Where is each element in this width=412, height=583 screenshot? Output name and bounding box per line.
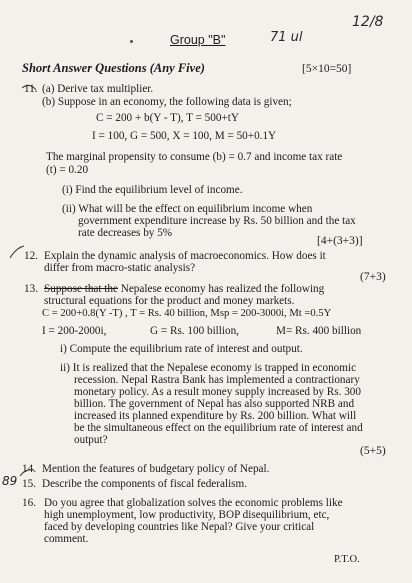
- q11-part-b: (b) Suppose in an economy, the following data is given;: [42, 96, 292, 108]
- q16-line-1: Do you agree that globalization solves the economic problems like: [44, 497, 343, 509]
- q13-subq-i: i) Compute the equilibrium rate of interest and output.: [60, 343, 303, 355]
- pen-mark-q12: [10, 246, 24, 258]
- q16-line-2: high unemployment, low productivity, BOP disequilibrium, etc,: [44, 509, 330, 521]
- q14-number: 14.: [22, 463, 36, 475]
- q13-line-2: structural equations for the product and money markets.: [44, 295, 295, 307]
- q13-equation-1: C = 200+0.8(Y -T) , T = Rs. 40 billion, Msp = 200-3000i, Mt =0.5Y: [42, 308, 332, 319]
- q11-mpc-line-2: (t) = 0.20: [46, 164, 89, 176]
- q11-equation-2: I = 100, G = 500, X = 100, M = 50+0.1Y: [92, 130, 277, 142]
- q12-marks: (7+3): [360, 271, 386, 283]
- q11-marks: [4+(3+3)]: [317, 235, 363, 247]
- q13-subq-ii-line-6: be the simultaneous effect on the equilibrium rate of interest and: [74, 422, 363, 434]
- q13-line-1-rest: Nepalese economy has realized the following: [117, 283, 325, 295]
- q13-equation-2c: M= Rs. 400 billion: [276, 325, 362, 337]
- q13-struck-text: Suppose that the: [44, 283, 118, 295]
- handwritten-page-number: 12/8: [352, 14, 384, 30]
- q11-equation-1: C = 200 + b(Y - T), T = 500+tY: [96, 112, 239, 124]
- q16-line-3: faced by developing countries like Nepal? Give your critical: [44, 521, 315, 533]
- q14-text: Mention the features of budgetary policy of Nepal.: [42, 463, 270, 475]
- q13-subq-ii-line-5: increased its planned expenditure by Rs. 200 billion. What will: [74, 410, 357, 422]
- q16-line-4: comment.: [44, 533, 89, 545]
- q11-subq-ii-line-3: rate decreases by 5%: [78, 227, 173, 239]
- q11-subq-ii-line-1: (ii) What will be the effect on equilibrium income when: [62, 203, 313, 215]
- q15-number: 15.: [22, 478, 36, 490]
- section-marks: [5×10=50]: [302, 63, 352, 75]
- q13-number: 13.: [24, 283, 38, 295]
- q11-number: 11.: [24, 83, 38, 95]
- handwritten-scribble: 71 ul: [270, 30, 303, 45]
- q13-subq-ii-line-7: output?: [74, 434, 108, 446]
- handwritten-side-note: 89: [2, 474, 18, 488]
- page-turn-note: P.T.O.: [334, 554, 360, 565]
- q13-equation-2a: I = 200-2000i,: [42, 325, 107, 337]
- q12-line-2: differ from macro-static analysis?: [44, 262, 196, 274]
- group-title: Group "B": [170, 33, 226, 47]
- pen-mark-q15: [20, 470, 34, 476]
- q11-subq-ii-line-2: government expenditure increase by Rs. 50 billion and the tax: [78, 215, 356, 227]
- q15-text: Describe the components of fiscal federalism.: [42, 478, 248, 490]
- q13-subq-ii-line-1: ii) It is realized that the Nepalese economy is trapped in economic: [60, 362, 357, 374]
- q13-marks: (5+5): [360, 445, 386, 457]
- q11-part-a: (a) Derive tax multiplier.: [42, 83, 154, 95]
- q13-equation-2b: G = Rs. 100 billion,: [150, 325, 239, 337]
- q12-line-1: Explain the dynamic analysis of macroeconomics. How does it: [44, 250, 326, 262]
- q13-subq-ii-line-2: recession. Nepal Rastra Bank has implemented a contractionary: [74, 374, 360, 386]
- q11-mpc-line-1: The marginal propensity to consume (b) = 0.7 and income tax rate: [46, 151, 343, 163]
- q12-number: 12.: [24, 250, 38, 262]
- pen-mark-q11: [22, 85, 36, 90]
- q16-number: 16.: [22, 497, 36, 509]
- q11-subq-i: (i) Find the equilibrium level of income.: [62, 184, 243, 196]
- q13-subq-ii-line-3: monetary policy. As a result money supply increased by Rs. 300: [74, 386, 361, 398]
- q13-subq-ii-line-4: billion. The government of Nepal has also supported NRB and: [74, 398, 355, 410]
- section-title: Short Answer Questions (Any Five): [22, 61, 205, 75]
